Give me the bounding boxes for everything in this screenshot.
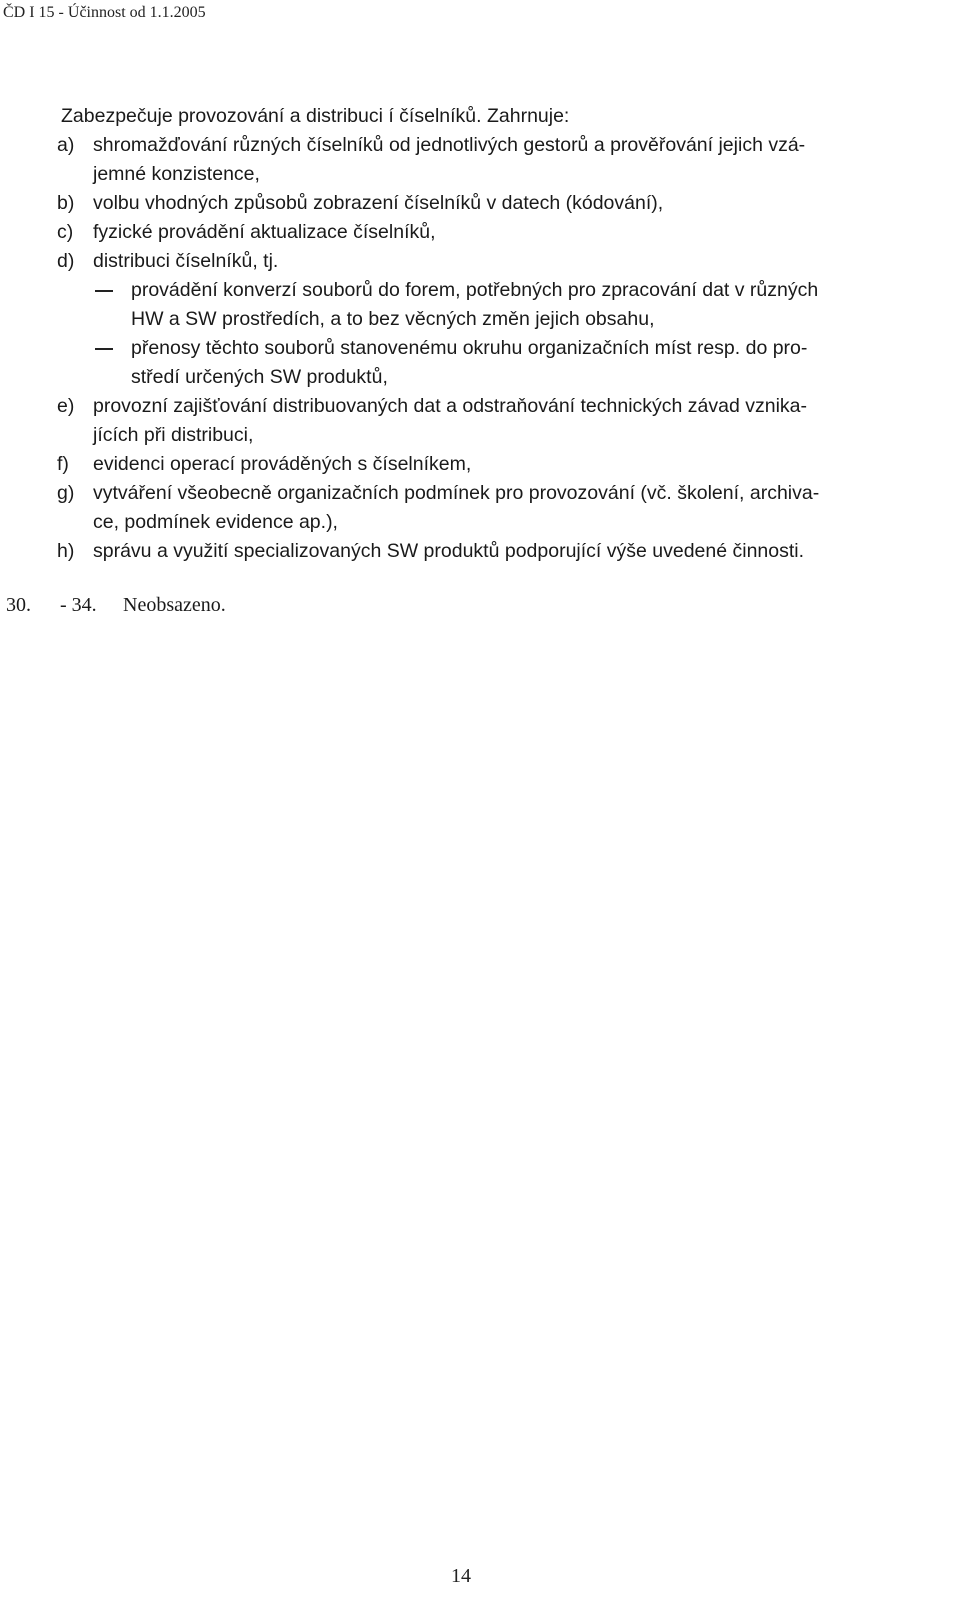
list-item-text: správu a využití specializovaných SW produktů podporující výše uvedené činnosti.: [93, 540, 805, 562]
list-item-text-continued: ce, podmínek evidence ap.),: [93, 511, 338, 533]
section-range: - 34.: [60, 594, 97, 616]
list-item-text: fyzické provádění aktualizace číselníků,: [93, 221, 436, 243]
list-item-text-continued: jících při distribuci,: [93, 424, 254, 446]
list-item-text: distribuci číselníků, tj.: [93, 250, 279, 272]
list-item-text: provozní zajišťování distribuovaných dat a odstraňování technických závad vznika-: [93, 395, 808, 417]
list-item-text: vytváření všeobecně organizačních podmínek pro provozování (vč. školení, archiva-: [93, 482, 820, 504]
list-item-text-continued: jemné konzistence,: [93, 163, 260, 185]
section-note: Neobsazeno.: [123, 594, 226, 616]
section-number: 30.: [6, 594, 31, 616]
dash-bullet-icon: [95, 290, 113, 292]
list-item-text: volbu vhodných způsobů zobrazení číselníků v datech (kódování),: [93, 192, 664, 214]
dash-item-text: provádění konverzí souborů do forem, potřebných pro zpracování dat v různých: [131, 279, 819, 301]
list-marker: c): [57, 221, 74, 243]
list-marker: e): [57, 395, 75, 417]
intro-paragraph: Zabezpečuje provozování a distribuci í číselníků. Zahrnuje:: [61, 105, 570, 127]
list-item-text: shromažďování různých číselníků od jednotlivých gestorů a prověřování jejich vzá-: [93, 134, 806, 156]
page-number: 14: [451, 1565, 471, 1587]
list-marker: b): [57, 192, 75, 214]
dash-bullet-icon: [95, 348, 113, 350]
list-marker: d): [57, 250, 75, 272]
list-marker: g): [57, 482, 75, 504]
list-item-text: evidenci operací prováděných s číselníkem,: [93, 453, 472, 475]
dash-item-text: přenosy těchto souborů stanovenému okruhu organizačních míst resp. do pro-: [131, 337, 808, 359]
list-marker: a): [57, 134, 75, 156]
dash-item-text-continued: středí určených SW produktů,: [131, 366, 388, 388]
dash-item-text-continued: HW a SW prostředích, a to bez věcných změn jejich obsahu,: [131, 308, 655, 330]
list-marker: f): [57, 453, 69, 475]
list-marker: h): [57, 540, 75, 562]
page-header: ČD I 15 - Účinnost od 1.1.2005: [3, 4, 206, 21]
